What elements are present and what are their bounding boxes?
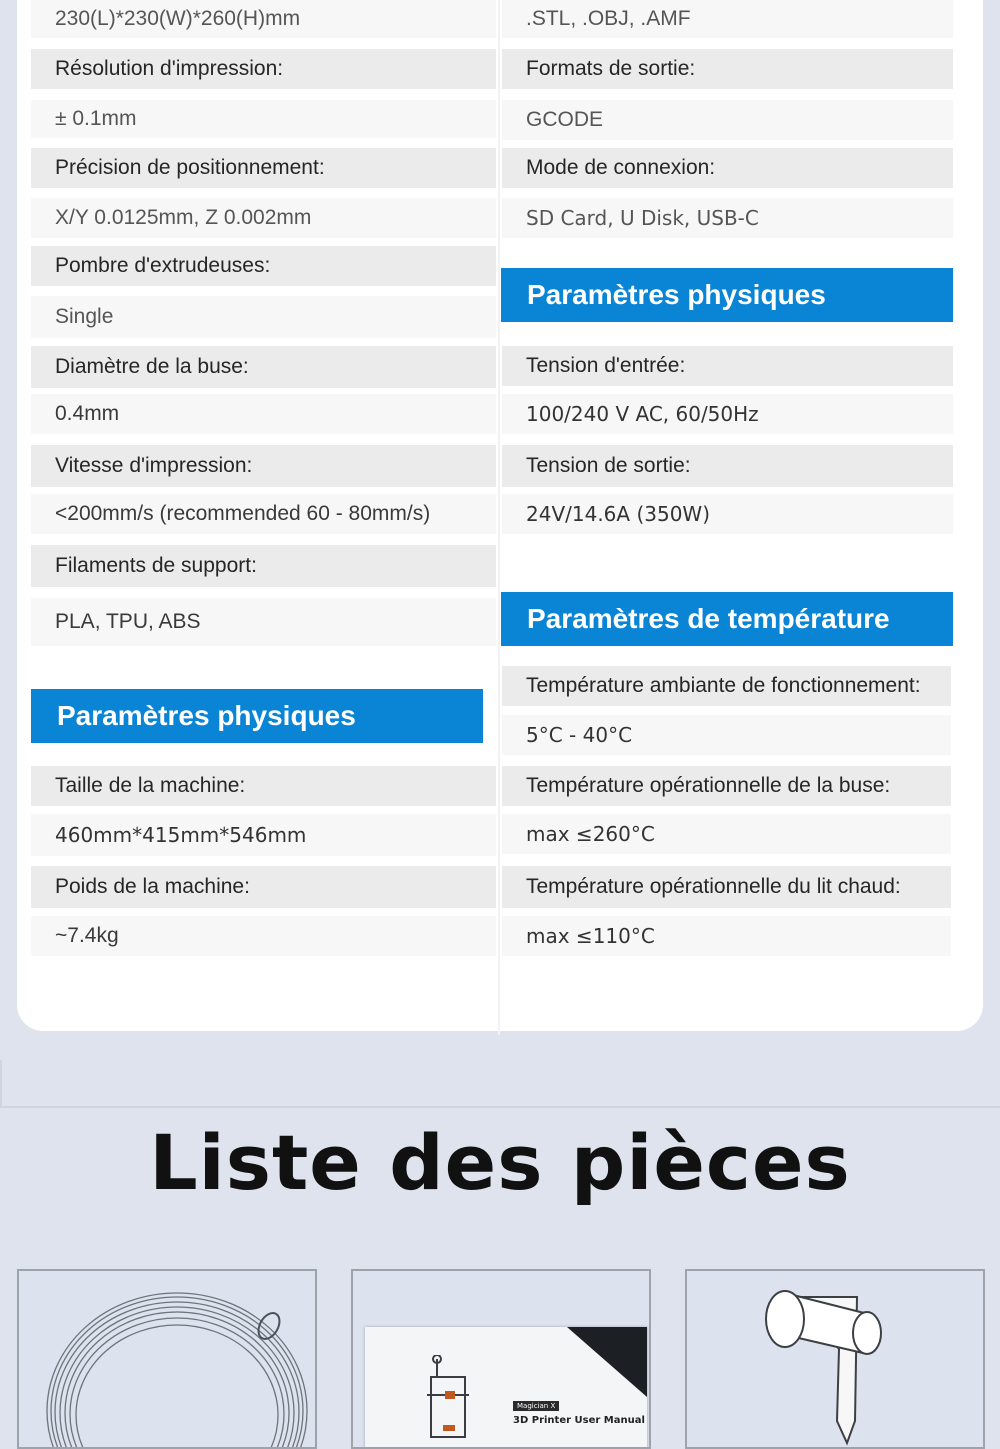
print-resolution-label: Résolution d'impression: bbox=[31, 49, 496, 89]
output-formats-value: GCODE bbox=[502, 100, 953, 140]
machine-weight-label: Poids de la machine: bbox=[31, 866, 496, 908]
machine-weight-value: ~7.4kg bbox=[31, 916, 496, 956]
section-physical-parameters-right: Paramètres physiques bbox=[501, 268, 953, 322]
filament-coil-icon bbox=[19, 1271, 317, 1449]
ambient-temperature-value: 5°C - 40°C bbox=[502, 715, 951, 755]
part-tile-spool-holder bbox=[685, 1269, 985, 1449]
manual-corner-decoration bbox=[567, 1327, 647, 1397]
bed-temperature-label: Température opérationnelle du lit chaud: bbox=[502, 866, 951, 908]
printer-illustration bbox=[417, 1355, 497, 1445]
extruder-count-value: Single bbox=[31, 296, 496, 338]
spool-holder-icon bbox=[687, 1271, 985, 1449]
print-resolution-value: ± 0.1mm bbox=[31, 100, 496, 138]
column-divider bbox=[498, 0, 500, 1035]
print-speed-value: <200mm/s (recommended 60 - 80mm/s) bbox=[31, 494, 496, 534]
section-physical-parameters-left: Paramètres physiques bbox=[31, 689, 483, 743]
connection-mode-value: SD Card, U Disk, USB-C bbox=[502, 198, 953, 238]
print-speed-label: Vitesse d'impression: bbox=[31, 445, 496, 487]
part-tile-filament bbox=[17, 1269, 317, 1449]
output-voltage-label: Tension de sortie: bbox=[502, 445, 953, 487]
extruder-count-label: Pombre d'extrudeuses: bbox=[31, 246, 496, 286]
output-voltage-value: 24V/14.6A (350W) bbox=[502, 494, 953, 534]
nozzle-temperature-value: max ≤260°C bbox=[502, 814, 951, 854]
nozzle-diameter-label: Diamètre de la buse: bbox=[31, 346, 496, 388]
part-tile-manual bbox=[351, 1269, 651, 1449]
output-formats-label: Formats de sortie: bbox=[502, 49, 953, 89]
build-volume-value: 230(L)*230(W)*260(H)mm bbox=[31, 0, 496, 38]
connection-mode-label: Mode de connexion: bbox=[502, 148, 953, 188]
ambient-temperature-label: Température ambiante de fonctionnement: bbox=[502, 666, 951, 706]
manual-model-tag: Magician X bbox=[513, 1401, 559, 1411]
section-temperature-parameters: Paramètres de température bbox=[501, 592, 953, 646]
user-manual-icon bbox=[365, 1327, 647, 1449]
supported-filaments-value: PLA, TPU, ABS bbox=[31, 598, 496, 646]
machine-size-value: 460mm*415mm*546mm bbox=[31, 814, 496, 856]
manual-title: 3D Printer User Manual bbox=[513, 1415, 645, 1426]
input-formats-value: .STL, .OBJ, .AMF bbox=[502, 0, 953, 38]
parts-list-title: Liste des pièces bbox=[149, 1118, 851, 1207]
supported-filaments-label: Filaments de support: bbox=[31, 545, 496, 587]
section-separator-edge bbox=[0, 1060, 2, 1108]
positioning-precision-label: Précision de positionnement: bbox=[31, 148, 496, 188]
nozzle-temperature-label: Température opérationnelle de la buse: bbox=[502, 766, 951, 806]
section-separator bbox=[0, 1106, 1000, 1108]
input-voltage-value: 100/240 V AC, 60/50Hz bbox=[502, 394, 953, 434]
machine-size-label: Taille de la machine: bbox=[31, 766, 496, 806]
bed-temperature-value: max ≤110°C bbox=[502, 916, 951, 956]
nozzle-diameter-value: 0.4mm bbox=[31, 394, 496, 434]
input-voltage-label: Tension d'entrée: bbox=[502, 346, 953, 386]
positioning-precision-value: X/Y 0.0125mm, Z 0.002mm bbox=[31, 198, 496, 238]
